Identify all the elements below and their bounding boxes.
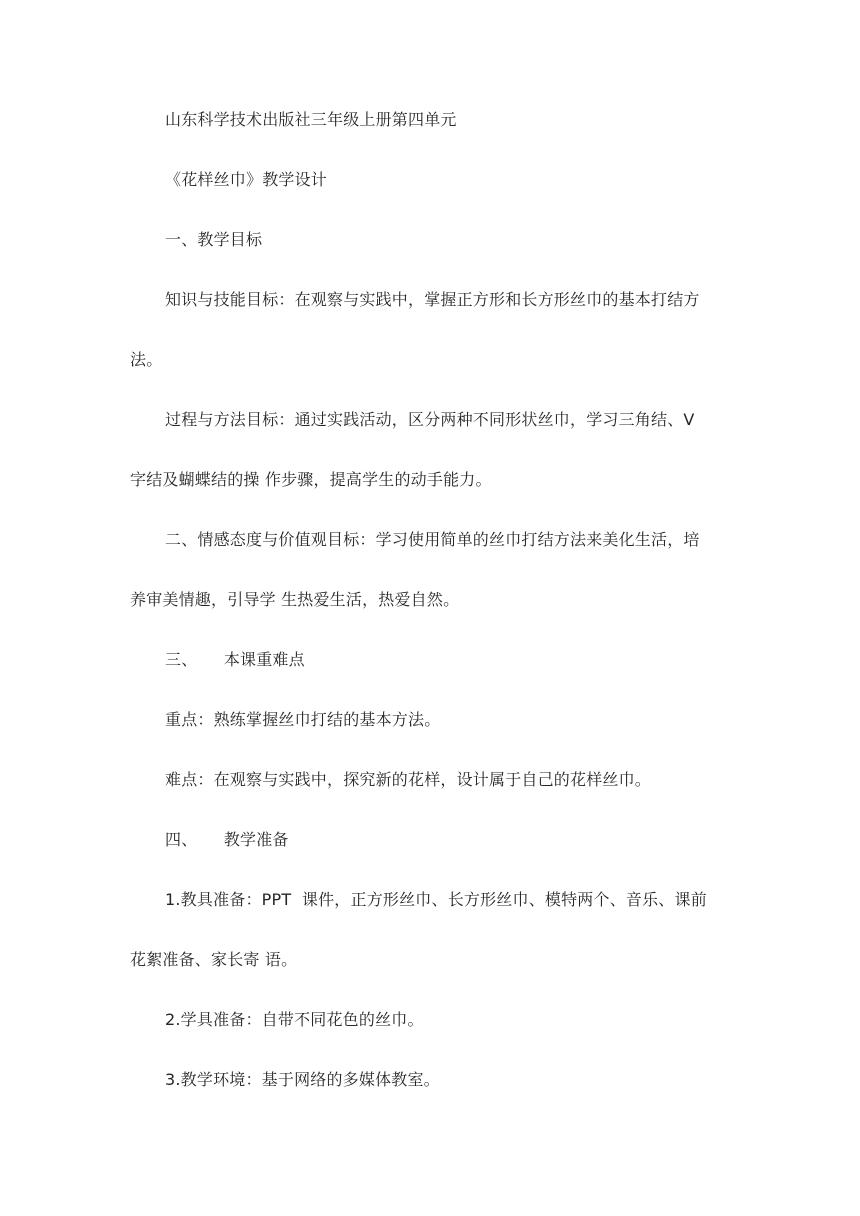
paragraph-knowledge-line2: 法。 xyxy=(130,350,163,369)
paragraph-environment: 3.教学环境：基于网络的多媒体教室。 xyxy=(165,1070,440,1089)
paragraph-process-line1: 过程与方法目标：通过实践活动，区分两种不同形状丝巾，学习三角结、V xyxy=(165,410,695,429)
paragraph-knowledge-line1: 知识与技能目标：在观察与实践中，掌握正方形和长方形丝巾的基本打结方 xyxy=(165,290,700,309)
paragraph-emotion-line2: 养审美情趣，引导学 生热爱生活，热爱自然。 xyxy=(130,590,460,609)
paragraph-teaching-aids-line1: 1.教具准备：PPT 课件，正方形丝巾、长方形丝巾、模特两个、音乐、课前 xyxy=(165,890,707,909)
paragraph-key-point: 重点：熟练掌握丝巾打结的基本方法。 xyxy=(165,710,441,729)
paragraph-difficulty: 难点：在观察与实践中，探究新的花样，设计属于自己的花样丝巾。 xyxy=(165,770,652,789)
section-heading-preparation: 四、 教学准备 xyxy=(165,830,289,849)
paragraph-emotion-line1: 二、情感态度与价值观目标：学习使用简单的丝巾打结方法来美化生活，培 xyxy=(165,530,700,549)
paragraph-teaching-aids-line2: 花絮准备、家长寄 语。 xyxy=(130,950,298,969)
section-heading-difficulties: 三、 本课重难点 xyxy=(165,650,305,669)
publisher-line: 山东科学技术出版社三年级上册第四单元 xyxy=(165,110,457,129)
paragraph-learning-aids: 2.学具准备：自带不同花色的丝巾。 xyxy=(165,1010,424,1029)
document-title: 《花样丝巾》教学设计 xyxy=(165,170,328,189)
paragraph-process-line2: 字结及蝴蝶结的操 作步骤，提高学生的动手能力。 xyxy=(130,470,492,489)
section-heading-goals: 一、教学目标 xyxy=(165,230,263,249)
